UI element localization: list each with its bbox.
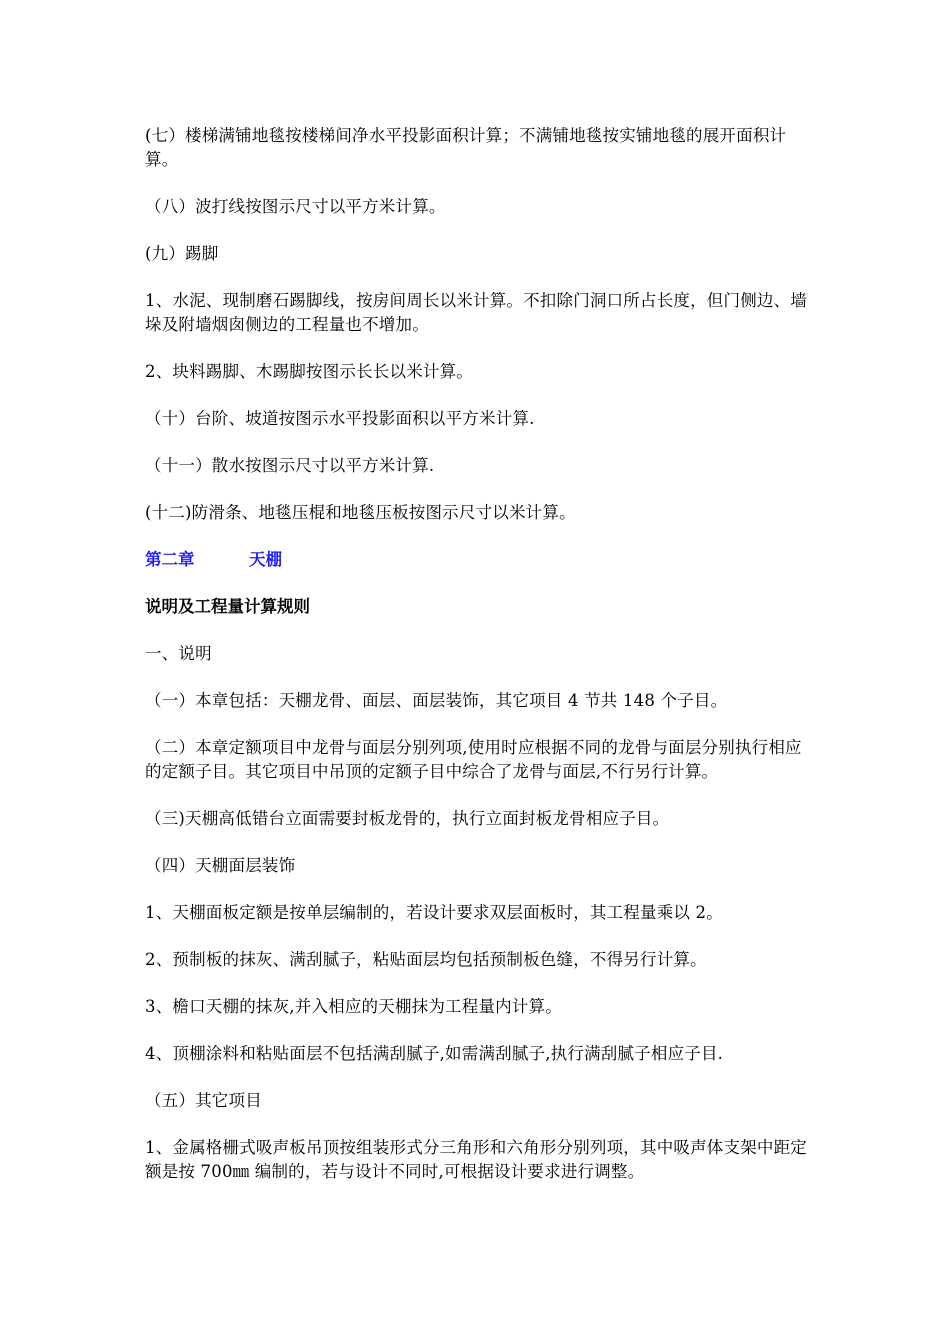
document-body [145,124,813,1207]
paragraph-single-layer-panel: 1、天棚面板定额是按单层编制的，若设计要求双层面板时，其工程量乘以 2。 [145,903,723,922]
paragraph-skirting-block: 2、块料踢脚、木踢脚按图示长长以米计算。 [145,362,473,381]
chapter-heading [145,548,813,572]
paragraph-precast-plaster: 2、预制板的抹灰、满刮腻子，粘贴面层均包括预制板色缝，不得另行计算。 [145,950,707,969]
chapter-title: 天棚 [249,550,282,569]
paragraph-eave-ceiling: 3、檐口天棚的抹灰,并入相应的天棚抹为工程量内计算。 [145,997,562,1016]
paragraph-stair-carpet: (七）楼梯满铺地毯按楼梯间净水平投影面积计算；不满铺地毯按实铺地毯的展开面积计算。 [145,126,787,169]
paragraph-anti-slip: (十二)防滑条、地毯压棍和地毯压板按图示尺寸以米计算。 [145,503,576,522]
paragraph-skirting-cement: 1、水泥、现制磨石踢脚线，按房间周长以米计算。不扣除门洞口所占长度，但门侧边、墙垛及附墙烟囱侧边的工程量也不增加。 [145,291,807,334]
paragraph-skirting-heading: (九）踢脚 [145,244,219,263]
paragraph-steps-ramps: （十）台阶、坡道按图示水平投影面积以平方米计算. [145,409,535,428]
paragraph-explanation-heading: 一、说明 [145,644,212,663]
paragraph-surface-decoration-heading: （四）天棚面层装饰 [145,856,296,875]
paragraph-apron: （十一）散水按图示尺寸以平方米计算. [145,456,435,475]
chapter-number: 第二章 [145,550,195,569]
paragraph-offset-facade: （三)天棚高低错台立面需要封板龙骨的，执行立面封板龙骨相应子目。 [145,809,670,828]
paragraph-ceiling-coating: 4、顶棚涂料和粘贴面层不包括满刮腻子,如需满刮腻子,执行满刮腻子相应子目. [145,1044,724,1063]
paragraph-other-items-heading: （五）其它项目 [145,1091,262,1110]
section-title: 说明及工程量计算规则 [145,597,310,616]
paragraph-chapter-scope: （一）本章包括：天棚龙骨、面层、面层装饰，其它项目 4 节共 148 个子目。 [145,691,728,710]
paragraph-border-line: （八）波打线按图示尺寸以平方米计算。 [145,197,446,216]
paragraph-keel-surface: （二）本章定额项目中龙骨与面层分别列项,使用时应根据不同的龙骨与面层分别执行相应的定额子目。其它项目中吊顶的定额子目中综合了龙骨与面层,不行另行计算。 [145,738,802,781]
paragraph-metal-grille: 1、金属格栅式吸声板吊顶按组装形式分三角形和六角形分别列项，其中吸声体支架中距定额是按 700㎜ 编制的，若与设计不同时,可根据设计要求进行调整。 [145,1138,807,1181]
